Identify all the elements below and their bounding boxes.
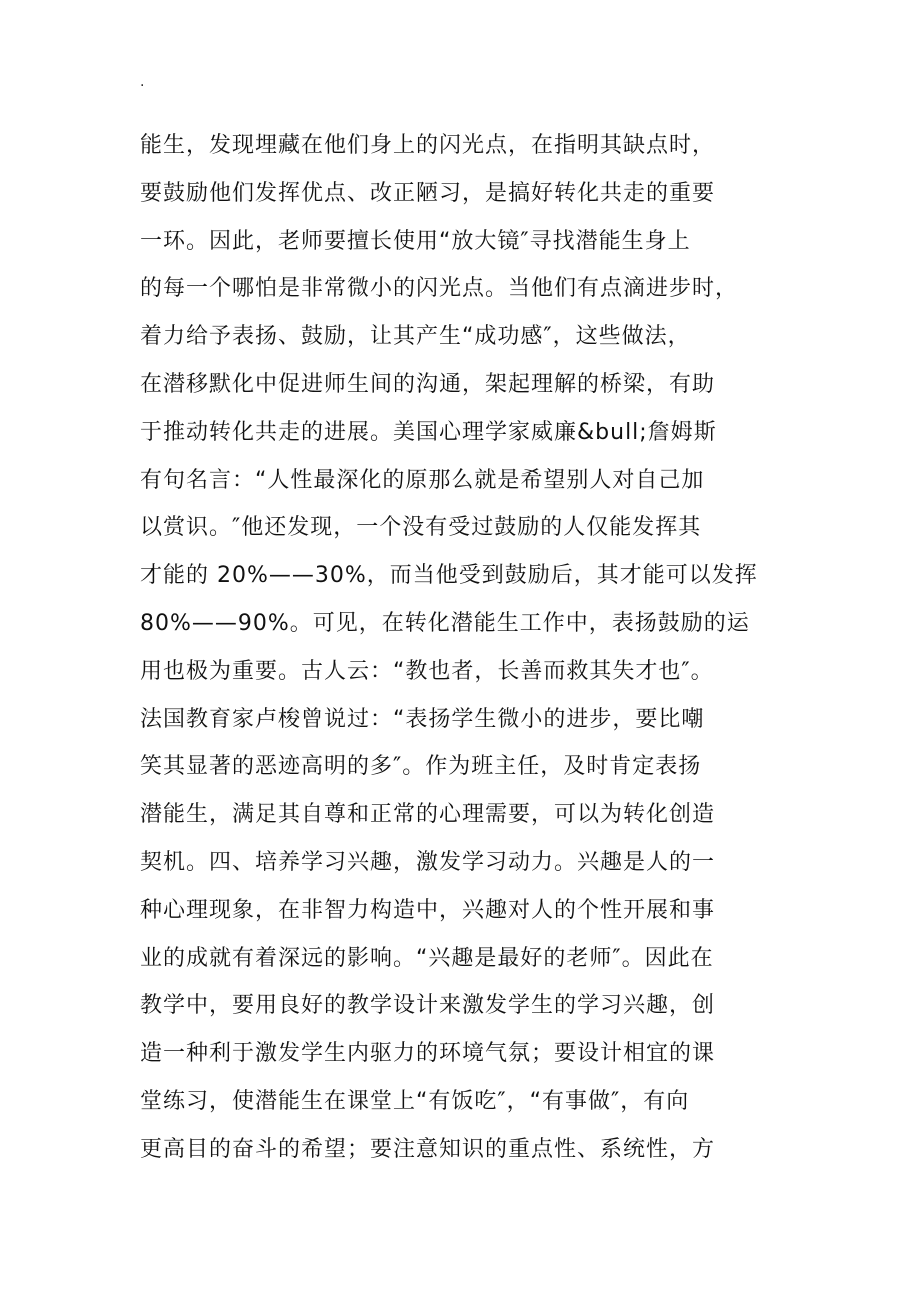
text-line-8: 有句名言：“人性最深化的原那么就是希望别人对自己加 [140, 467, 705, 493]
text-line-12: 用也极为重要。古人云：“教也者，长善而救其失才也″。 [140, 658, 714, 684]
text-line-9: 以赏识。″他还发现，一个没有受过鼓励的人仅能发挥其 [140, 515, 702, 541]
text-line-5: 着力给予表扬、鼓励，让其产生“成功感″，这些做法， [140, 324, 691, 350]
text-line-6: 在潜移默化中促进师生间的沟通，架起理解的桥梁，有助 [140, 371, 716, 397]
text-line-10: 才能的 20%——30%，而当他受到鼓励后，其才能可以发挥 [140, 563, 758, 589]
text-line-18: 业的成就有着深远的影响。“兴趣是最好的老师″。因此在 [140, 945, 714, 971]
text-line-3: 一环。因此，老师要擅长使用“放大镜″寻找潜能生身上 [140, 228, 691, 254]
text-line-17: 种心理现象，在非智力构造中，兴趣对人的个性开展和事 [140, 897, 716, 923]
text-line-20: 造一种利于激发学生内驱力的环境气氛；要设计相宜的课 [140, 1041, 716, 1067]
text-line-16: 契机。四、培养学习兴趣，激发学习动力。兴趣是人的一 [140, 849, 716, 875]
text-line-4: 的每一个哪怕是非常微小的闪光点。当他们有点滴进步时， [140, 276, 739, 302]
text-line-14: 笑其显著的恶迹高明的多″。作为班主任，及时肯定表扬 [140, 754, 702, 780]
header-mark: . [140, 74, 145, 90]
text-line-1: 能生，发现埋藏在他们身上的闪光点，在指明其缺点时， [140, 133, 716, 158]
text-line-13: 法国教育家卢梭曾说过：“表扬学生微小的进步，要比嘲 [140, 706, 705, 732]
text-line-21: 堂练习，使潜能生在课堂上“有饭吃″，“有事做″，有向 [140, 1088, 690, 1114]
text-line-22: 更高目的奋斗的希望；要注意知识的重点性、系统性，方 [140, 1136, 716, 1162]
text-line-19: 教学中，要用良好的教学设计来激发学生的学习兴趣，创 [140, 993, 716, 1019]
body-text [140, 122, 800, 1174]
text-line-7: 于推动转化共走的进展。美国心理学家威廉&bull;詹姆斯 [140, 419, 717, 445]
text-line-15: 潜能生，满足其自尊和正常的心理需要，可以为转化创造 [140, 802, 716, 828]
text-line-11: 80%——90%。可见，在转化潜能生工作中，表扬鼓励的运 [140, 610, 750, 636]
text-line-2: 要鼓励他们发挥优点、改正陋习，是搞好转化共走的重要 [140, 180, 716, 206]
